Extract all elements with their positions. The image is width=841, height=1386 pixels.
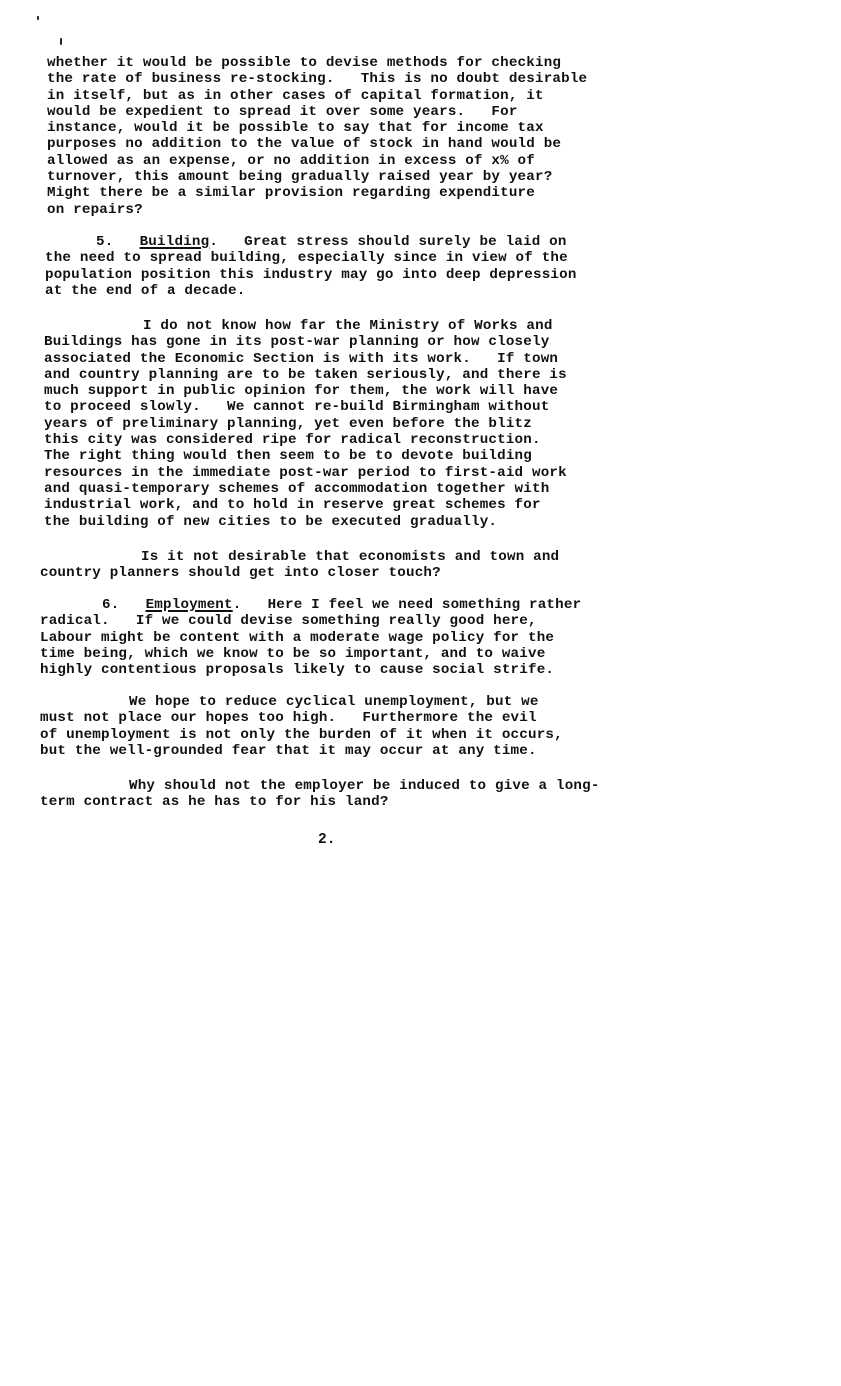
text-line: We hope to reduce cyclical unemployment, but we (129, 694, 539, 710)
text-run: . Here I feel we need something rather (232, 597, 582, 613)
paragraph-economists (40, 549, 680, 582)
text-line: much support in public opinion for them, the work will have (44, 383, 559, 400)
text-line: in itself, but as in other cases of capital formation, it (47, 87, 544, 104)
section-heading-line (40, 597, 680, 613)
section-number: 6. (102, 597, 120, 613)
section-heading: Building (139, 234, 210, 250)
paragraph-ministry (40, 318, 680, 530)
text-line: The right thing would then seem to be to devote building (44, 448, 532, 465)
text-line: of unemployment is not only the burden of it when it occurs, (40, 726, 563, 743)
scan-speck (37, 16, 39, 20)
section-number: 5. (96, 234, 114, 250)
text-line: population position this industry may go into deep depression (45, 266, 577, 283)
text-line: Might there be a similar provision regarding expenditure (47, 185, 535, 202)
text-line: but the well-grounded fear that it may occur at any time. (40, 742, 537, 759)
text-line: instance, would it be possible to say that for income tax (47, 120, 544, 137)
section-heading: Employment (145, 597, 233, 613)
text-line: allowed as an expense, or no addition in excess of x% of (47, 152, 535, 169)
paragraph-restocking (40, 55, 680, 218)
text-line: Why should not the employer be induced to give a long- (129, 778, 600, 794)
text-line: associated the Economic Section is with its work. If town (44, 350, 559, 367)
section-heading-line (40, 234, 680, 250)
text-line: country planners should get into closer touch? (40, 565, 441, 582)
section-building (40, 234, 680, 299)
text-line: and country planning are to be taken seriously, and there is (44, 366, 567, 383)
paragraph-cyclical-unemployment (40, 694, 680, 759)
text-line: industrial work, and to hold in reserve great schemes for (44, 497, 541, 514)
text-line: would be expedient to spread it over some years. For (47, 103, 518, 120)
text-line: to proceed slowly. We cannot re-build Birmingham without (44, 399, 550, 416)
text-line: purposes no addition to the value of stock in hand would be (47, 136, 562, 153)
text-line: at the end of a decade. (45, 282, 246, 299)
text-line: Labour might be content with a moderate wage policy for the (40, 629, 555, 646)
text-line: must not place our hopes too high. Furthermore the evil (40, 710, 537, 727)
section-employment (40, 597, 680, 678)
text-line: this city was considered ripe for radical reconstruction. (44, 432, 541, 449)
text-line: I do not know how far the Ministry of Works and (143, 318, 553, 334)
text-line: term contract as he has to for his land? (40, 794, 389, 811)
text-line: whether it would be possible to devise methods for checking (47, 55, 562, 71)
text-line: years of preliminary planning, yet even before the blitz (44, 415, 532, 432)
paragraph-employer-contract (40, 778, 680, 811)
text-line: highly contentious proposals likely to cause social strife. (40, 662, 555, 679)
text-line: on repairs? (47, 201, 143, 218)
text-line: and quasi-temporary schemes of accommodation together with (44, 480, 550, 497)
text-line: time being, which we know to be so important, and to waive (40, 645, 546, 662)
text-line: the need to spread building, especially since in view of the (45, 250, 568, 267)
text-line: radical. If we could devise something really good here, (40, 613, 537, 630)
text-line: resources in the immediate post-war period to first-aid work (44, 464, 567, 481)
text-line: Buildings has gone in its post-war planning or how closely (44, 334, 550, 351)
scan-speck (60, 38, 62, 45)
text-run: . Great stress should surely be laid on (209, 234, 567, 250)
page-number: 2. (318, 832, 336, 848)
text-line: the rate of business re-stocking. This is no doubt desirable (47, 71, 588, 88)
text-line: turnover, this amount being gradually raised year by year? (47, 169, 553, 186)
text-line: Is it not desirable that economists and town and (141, 549, 560, 565)
text-line: the building of new cities to be executed gradually. (44, 513, 498, 530)
